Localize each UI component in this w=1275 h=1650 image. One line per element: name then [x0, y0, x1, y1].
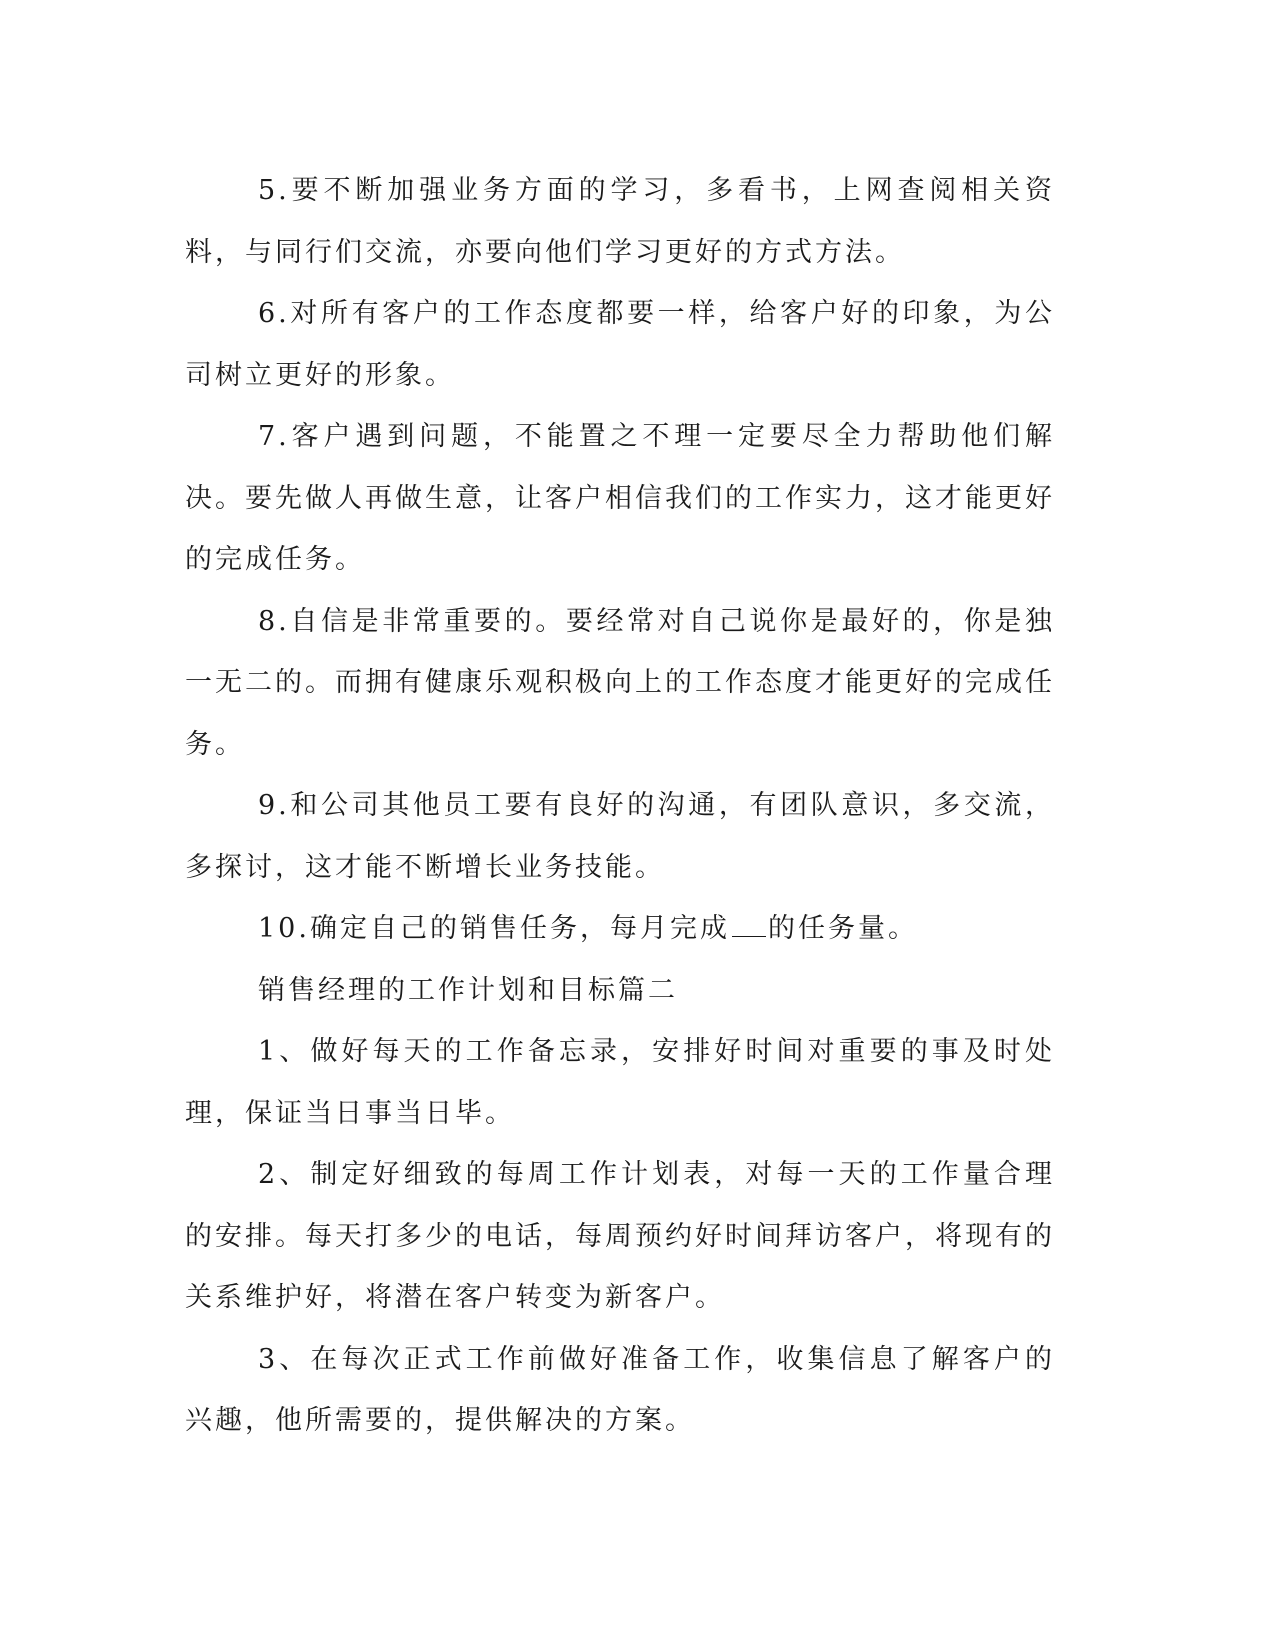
document-body [185, 160, 1055, 1452]
list-item-1: 1、做好每天的工作备忘录，安排好时间对重要的事及时处理，保证当日事当日毕。 [185, 1036, 1055, 1129]
item-10-text-before-blank: 10.确定自己的销售任务，每月完成 [258, 913, 730, 944]
fill-in-blank [732, 906, 766, 937]
list-item-2: 2、制定好细致的每周工作计划表，对每一天的工作量合理的安排。每天打多少的电话，每周预约好时间拜访客户，将现有的关系维护好，将潜在客户转变为新客户。 [185, 1159, 1055, 1313]
list-item-3: 3、在每次正式工作前做好准备工作，收集信息了解客户的兴趣，他所需要的，提供解决的方案。 [185, 1343, 1055, 1436]
paragraph-item-8: 8.自信是非常重要的。要经常对自己说你是最好的，你是独一无二的。而拥有健康乐观积极向上的工作态度才能更好的完成任务。 [185, 605, 1055, 760]
paragraph-item-7: 7.客户遇到问题，不能置之不理一定要尽全力帮助他们解决。要先做人再做生意，让客户相信我们的工作实力，这才能更好的完成任务。 [185, 421, 1055, 575]
paragraph-item-10 [185, 898, 1055, 960]
item-10-text-after-blank: 的任务量。 [767, 913, 918, 944]
paragraph-item-6: 6.对所有客户的工作态度都要一样，给客户好的印象，为公司树立更好的形象。 [185, 298, 1055, 391]
paragraph-item-5: 5.要不断加强业务方面的学习，多看书，上网查阅相关资料，与同行们交流，亦要向他们学习更好的方式方法。 [185, 175, 1055, 268]
section-heading: 销售经理的工作计划和目标篇二 [258, 974, 678, 1006]
paragraph-item-9: 9.和公司其他员工要有良好的沟通，有团队意识，多交流，多探讨，这才能不断增长业务技能。 [185, 790, 1055, 883]
